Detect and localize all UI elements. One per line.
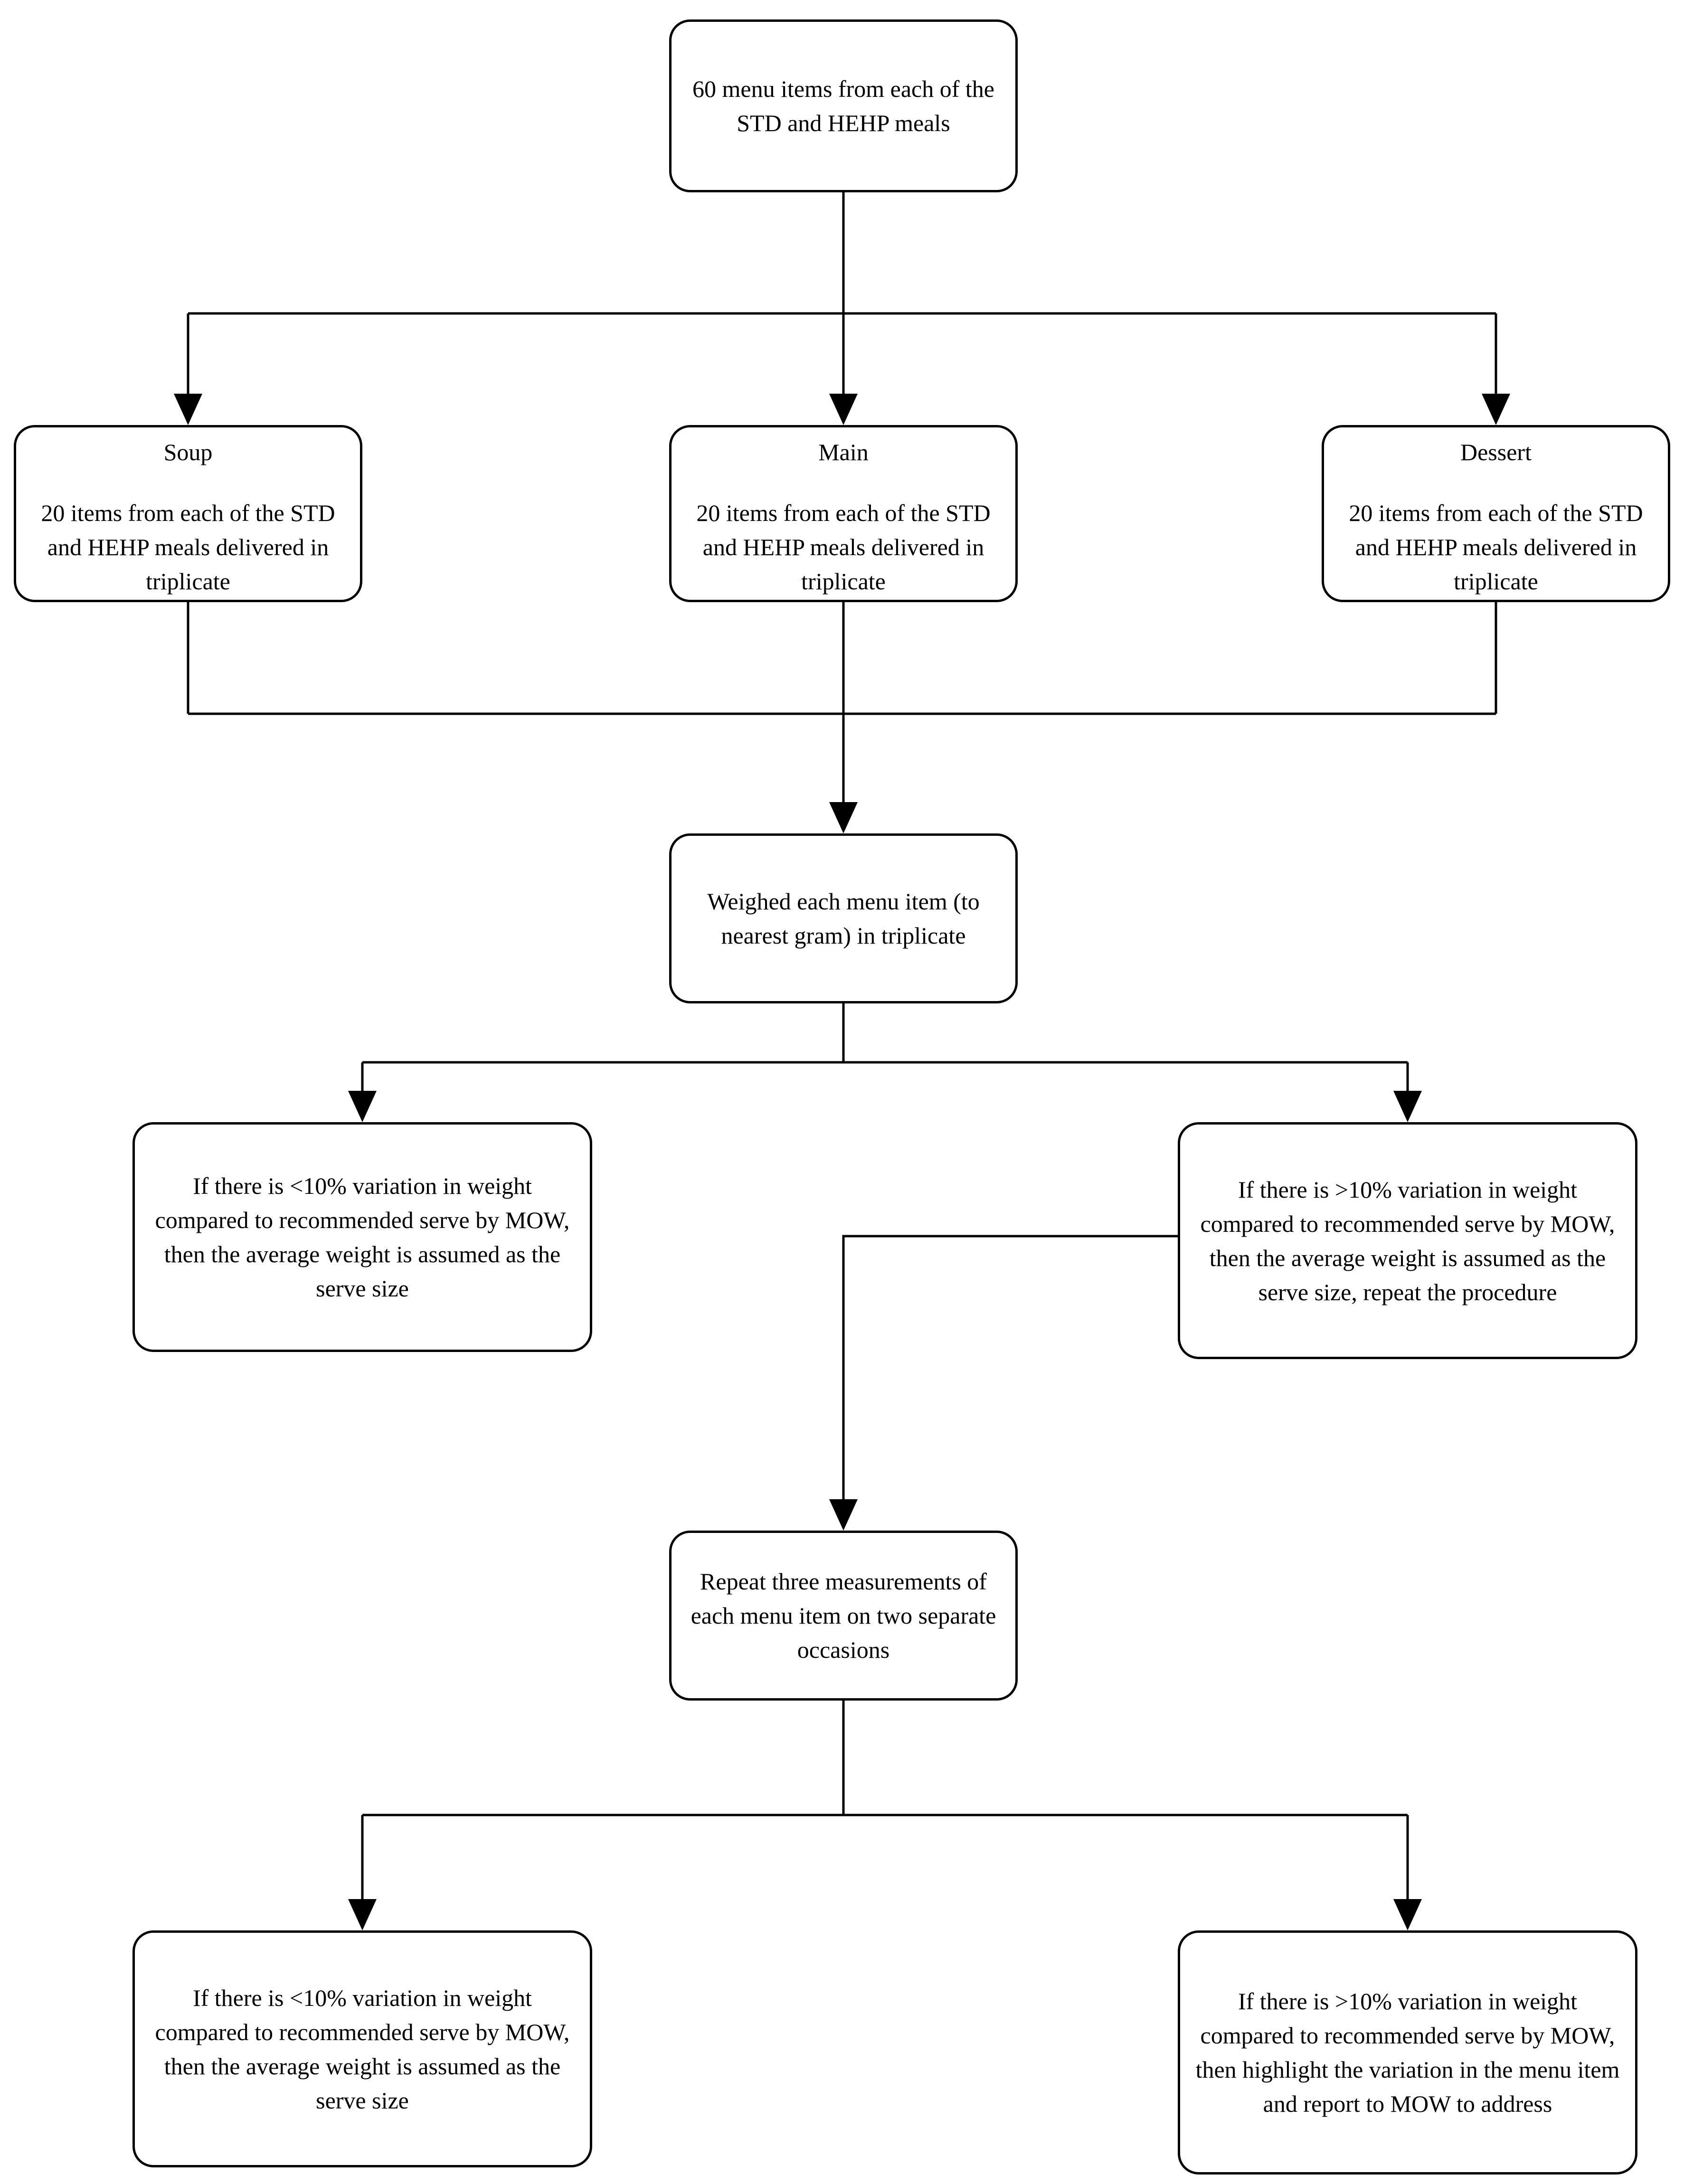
flow-node-soup xyxy=(14,425,362,602)
flow-node-over-10-percent-second xyxy=(1178,1930,1637,2175)
node-text: If there is >10% variation in weight compared to recommended serve by MOW, then highlight the variation in the menu item and report to MOW to address xyxy=(1195,1988,1620,2117)
arrowhead-dessert xyxy=(1482,394,1510,425)
arrowhead-cond2-left xyxy=(348,1899,377,1930)
node-title: Dessert xyxy=(1460,439,1532,465)
node-title: Main xyxy=(818,439,869,465)
node-text: Repeat three measurements of each menu item on two separate occasions xyxy=(691,1568,996,1663)
flow-node-main xyxy=(669,425,1018,602)
node-title: Soup xyxy=(163,439,213,465)
node-text: 20 items from each of the STD and HEHP meals delivered in triplicate xyxy=(41,500,335,595)
arrowhead-cond2-right xyxy=(1393,1899,1422,1930)
arrowhead-repeat xyxy=(829,1499,858,1531)
flow-node-under-10-percent-first xyxy=(132,1122,592,1352)
node-text: If there is <10% variation in weight compared to recommended serve by MOW, then the average weight is assumed as the serve size xyxy=(155,1172,570,1302)
flow-node-repeat-measurements xyxy=(669,1531,1018,1701)
arrowhead-soup xyxy=(174,394,202,425)
node-text: Weighed each menu item (to nearest gram) in triplicate xyxy=(707,888,980,949)
arrowhead-main xyxy=(829,394,858,425)
node-text: If there is <10% variation in weight compared to recommended serve by MOW, then the average weight is assumed as the serve size xyxy=(155,1984,570,2114)
flow-node-start xyxy=(669,19,1018,192)
flow-node-over-10-percent-first xyxy=(1178,1122,1637,1359)
arrowhead-cond1-left xyxy=(348,1091,377,1122)
node-text: 60 menu items from each of the STD and HEHP meals xyxy=(692,76,994,136)
flow-node-weighed xyxy=(669,833,1018,1003)
node-text: If there is >10% variation in weight compared to recommended serve by MOW, then the average weight is assumed as the serve size, repeat the procedure xyxy=(1200,1176,1615,1305)
edge-to-repeat xyxy=(843,1236,1178,1528)
flow-node-dessert xyxy=(1322,425,1670,602)
node-text: 20 items from each of the STD and HEHP meals delivered in triplicate xyxy=(1349,500,1643,595)
flow-node-under-10-percent-second xyxy=(132,1930,592,2167)
arrowhead-cond1-right xyxy=(1393,1091,1422,1122)
node-text: 20 items from each of the STD and HEHP meals delivered in triplicate xyxy=(696,500,991,595)
arrowhead-weighed xyxy=(829,802,858,833)
